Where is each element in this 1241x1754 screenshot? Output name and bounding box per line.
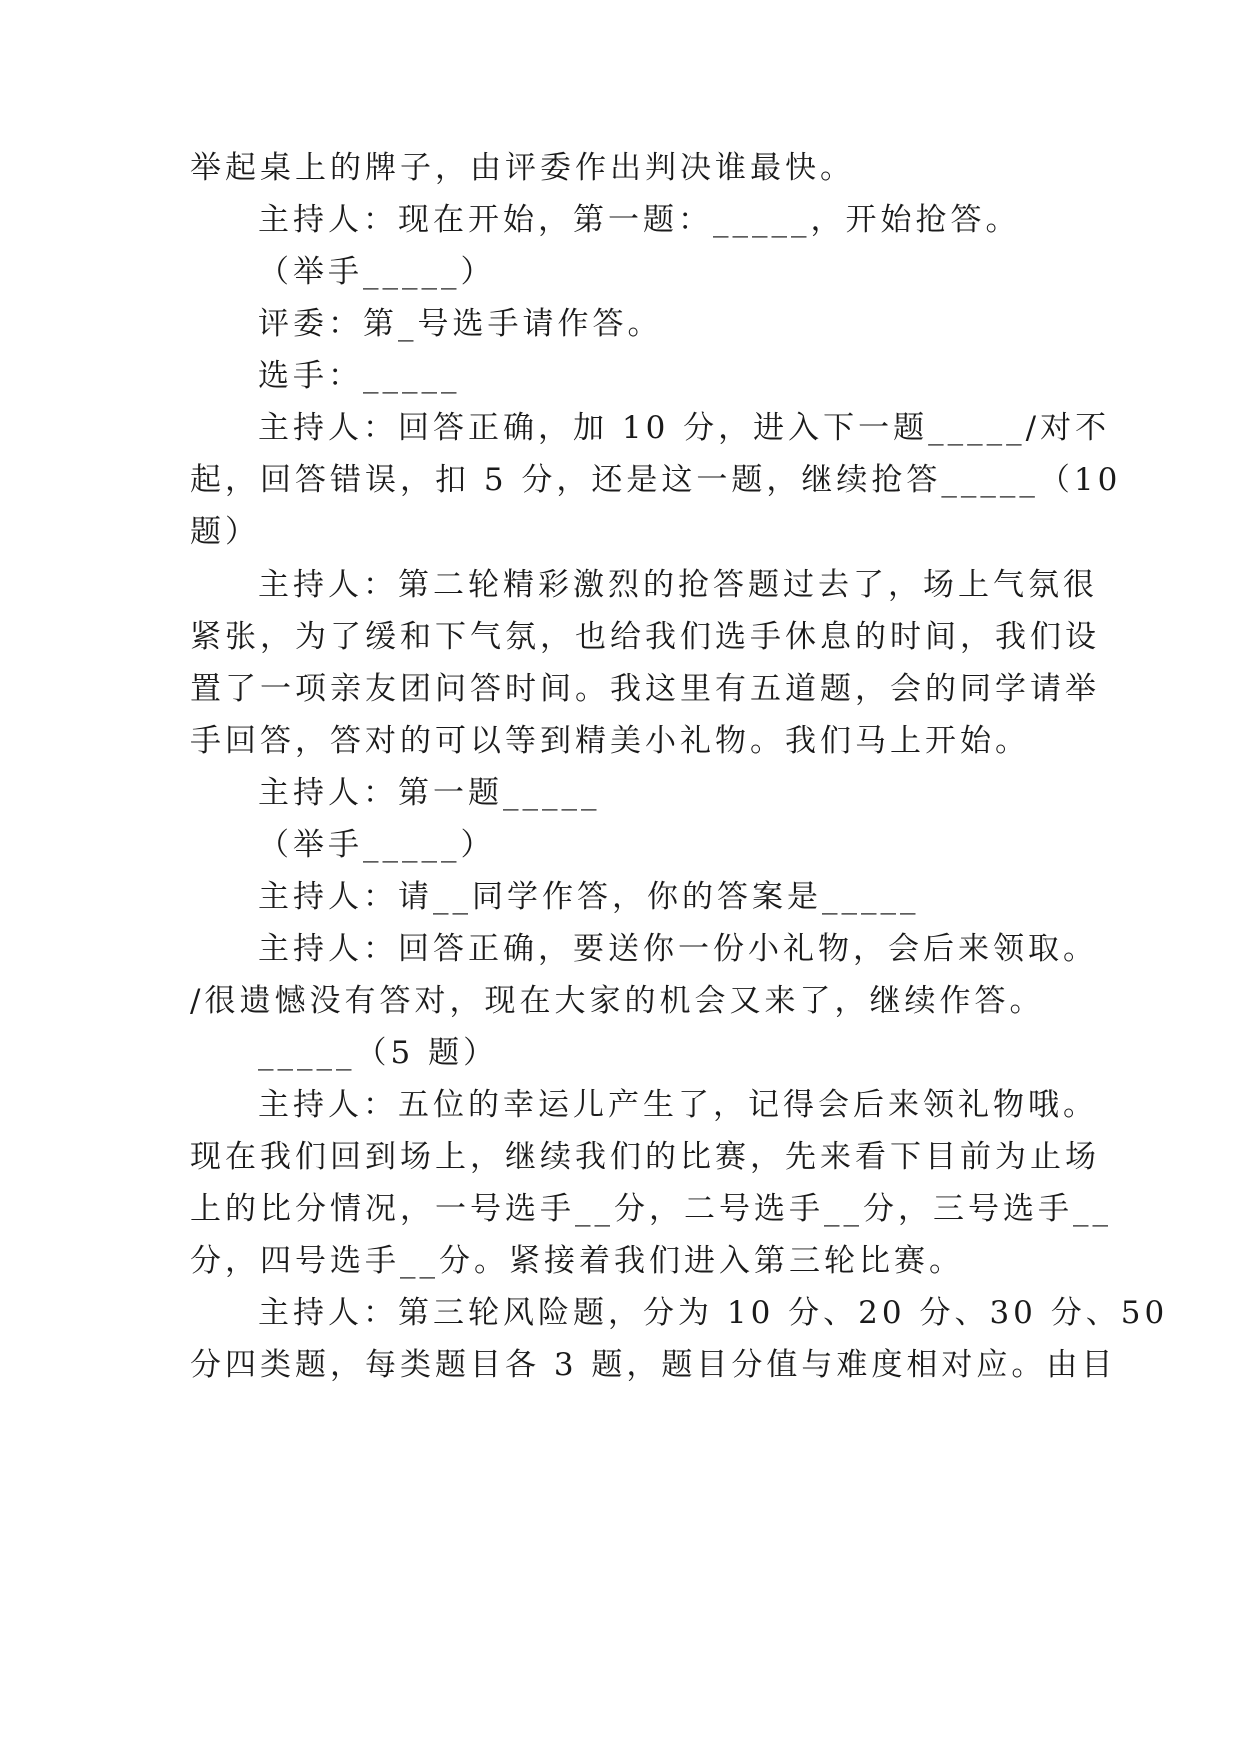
text-line: 置了一项亲友团问答时间。我这里有五道题，会的同学请举 [190,671,1100,707]
text-line: 选手：_____ [258,358,461,394]
text-line: 现在我们回到场上，继续我们的比赛，先来看下目前为止场 [190,1139,1100,1175]
text-line: 紧张，为了缓和下气氛，也给我们选手休息的时间，我们设 [190,619,1100,655]
text-line: （举手_____） [258,254,496,290]
text-line: 分四类题，每类题目各 3 题，题目分值与难度相对应。由目 [190,1347,1117,1383]
text-line: 主持人：第二轮精彩激烈的抢答题过去了，场上气氛很 [258,567,1098,603]
text-line: 题） [190,514,260,550]
text-line: _____（5 题） [258,1035,499,1071]
text-line: （举手_____） [258,827,496,863]
text-line: 主持人：现在开始，第一题：_____，开始抢答。 [258,202,1021,238]
text-line: 手回答，答对的可以等到精美小礼物。我们马上开始。 [190,723,1030,759]
text-line: 起，回答错误，扣 5 分，还是这一题，继续抢答_____（10 [190,462,1122,498]
text-line: 举起桌上的牌子，由评委作出判决谁最快。 [190,150,855,186]
text-line: 主持人：回答正确，要送你一份小礼物，会后来领取。 [258,931,1098,967]
text-line: 主持人：请__同学作答，你的答案是_____ [258,879,920,915]
text-line: 主持人：五位的幸运儿产生了，记得会后来领礼物哦。 [258,1087,1098,1123]
text-line: 主持人：第三轮风险题，分为 10 分、20 分、30 分、50 [258,1295,1169,1331]
text-line: 主持人：第一题_____ [258,775,601,811]
text-line: 评委：第_号选手请作答。 [258,306,663,342]
text-line: 主持人：回答正确，加 10 分，进入下一题_____/对不 [258,410,1111,446]
text-line: 分，四号选手__分。紧接着我们进入第三轮比赛。 [190,1243,964,1279]
text-line: /很遗憾没有答对，现在大家的机会又来了，继续作答。 [190,983,1045,1019]
text-line: 上的比分情况，一号选手__分，二号选手__分，三号选手__ [190,1191,1112,1227]
